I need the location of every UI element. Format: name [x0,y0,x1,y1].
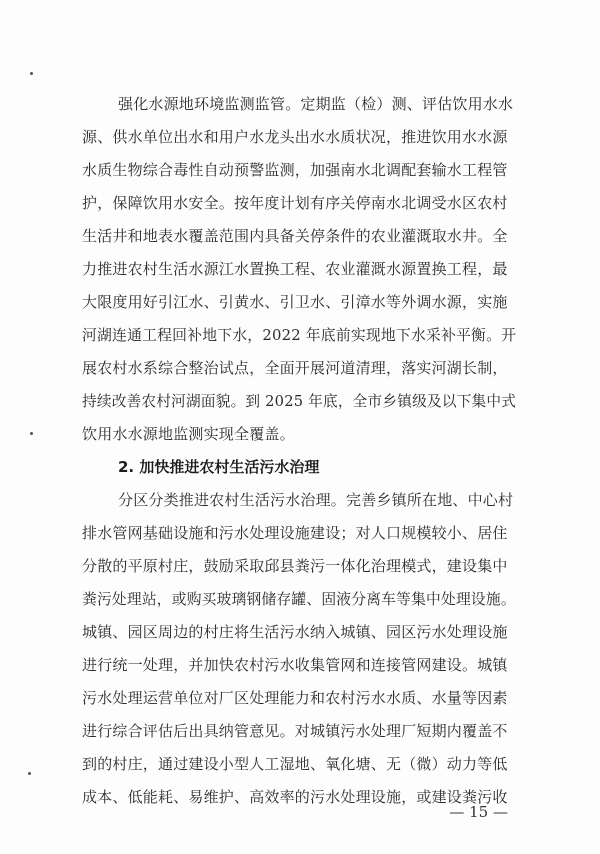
paragraph-line: 持续改善农村河湖面貌。到 2025 年底，全市乡镇级及以下集中式 [82,392,517,410]
binding-mark [30,72,33,75]
paragraph-line: 污水处理运营单位对厂区处理能力和农村污水水质、水量等因素 [82,689,508,707]
paragraph-line: 护，保障饮用水安全。按年度计划有序关停南水北调受水区农村 [82,194,508,212]
paragraph-line: 进行统一处理，并加快农村污水收集管网和连接管网建设。城镇 [82,656,508,674]
paragraph-line: 展农村水系综合整治试点，全面开展河道清理，落实河湖长制， [82,359,508,377]
paragraph-line: 力推进农村生活水源江水置换工程、农业灌溉水源置换工程，最 [82,260,508,278]
paragraph-line: 进行综合评估后出具纳管意见。对城镇污水处理厂短期内覆盖不 [82,722,508,740]
paragraph-line: 水质生物综合毒性自动预警监测，加强南水北调配套输水工程管 [82,161,508,179]
paragraph-line: 饮用水水源地监测实现全覆盖。 [82,425,295,443]
paragraph-line: 大限度用好引江水、引黄水、引卫水、引漳水等外调水源，实施 [82,293,508,311]
paragraph-line: 城镇、园区周边的村庄将生活污水纳入城镇、园区污水处理设施 [82,623,508,641]
paragraph-line: 强化水源地环境监测监管。定期监（检）测、评估饮用水水 [118,95,514,113]
paragraph-line: 粪污处理站，或购买玻璃钢储存罐、固液分离车等集中处理设施。 [82,590,516,608]
binding-mark [28,772,31,775]
paragraph-line: 分散的平原村庄，鼓励采取邱县粪污一体化治理模式，建设集中 [82,557,508,575]
section-heading: 2. 加快推进农村生活污水治理 [118,458,320,476]
page-number: — 15 — [449,803,508,821]
paragraph-line: 生活井和地表水覆盖范围内具备关停条件的农业灌溉取水井。全 [82,227,508,245]
paragraph-line: 排水管网基础设施和污水处理设施建设；对人口规模较小、居住 [82,524,508,542]
paragraph-line: 源、供水单位出水和用户水龙头出水水质状况，推进饮用水水源 [82,128,508,146]
paragraph-line: 河湖连通工程回补地下水，2022 年底前实现地下水采补平衡。开 [82,326,517,344]
paragraph-line: 成本、低能耗、易维护、高效率的污水处理设施，或建设粪污收 [82,788,508,806]
binding-mark [30,432,33,435]
paragraph-line: 到的村庄，通过建设小型人工湿地、氧化塘、无（微）动力等低 [82,755,508,773]
paragraph-line: 分区分类推进农村生活污水治理。完善乡镇所在地、中心村 [118,491,514,509]
